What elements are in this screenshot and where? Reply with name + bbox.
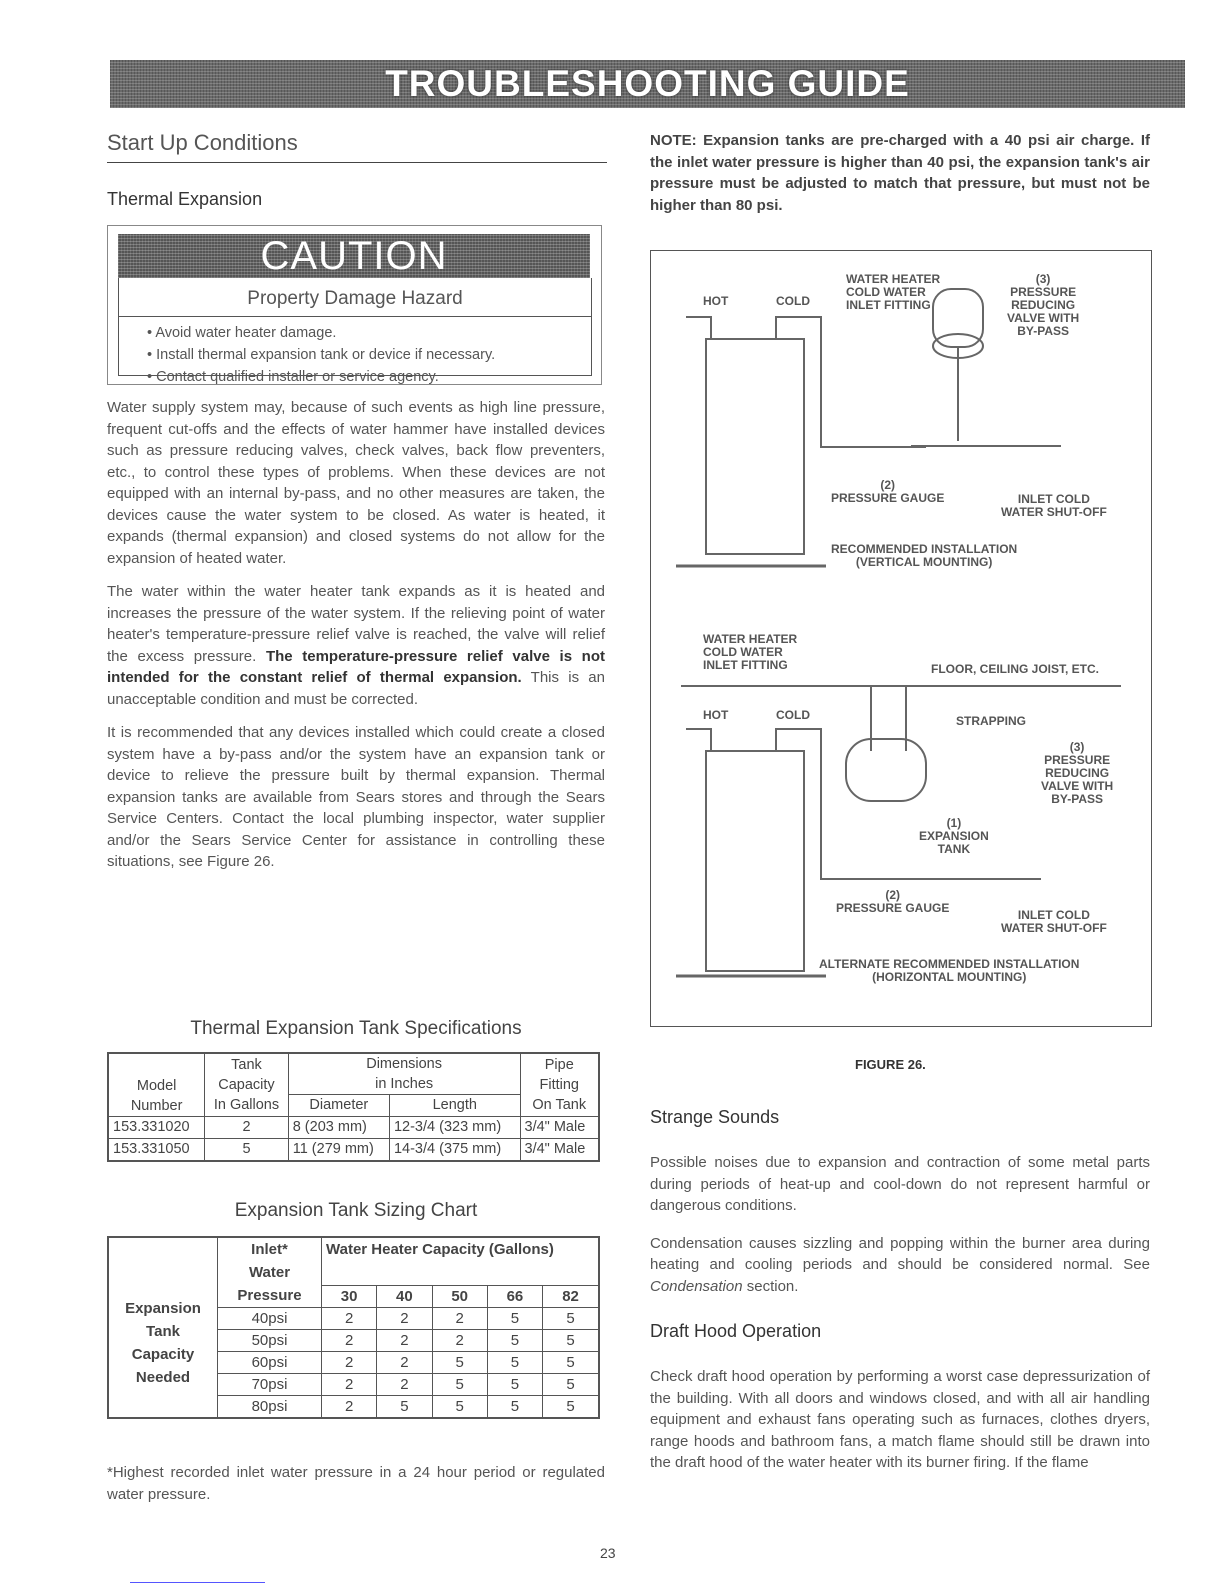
label-line: (2) <box>885 888 901 902</box>
water-heater-tank <box>706 751 804 971</box>
table-cell: 14-3/4 (375 mm) <box>389 1138 520 1161</box>
label-line: PRESSURE GAUGE <box>836 901 950 915</box>
floor-label: FLOOR, CEILING JOIST, ETC. <box>931 662 1100 676</box>
header-label: Model <box>136 1077 177 1094</box>
table-cell: 2 <box>322 1396 377 1419</box>
table-cell: 5 <box>377 1396 432 1419</box>
label-line: REDUCING <box>1045 766 1110 780</box>
header-cell: Length <box>389 1094 520 1116</box>
caution-header <box>118 234 590 278</box>
table-cell: 3/4" Male <box>520 1116 599 1138</box>
label-line: (1) <box>946 816 962 830</box>
caution-body <box>118 278 592 385</box>
paragraph: Water supply system may, because of such events as high line pressure, frequent cut-offs and the effects of water hammer have installed devices such as pressure reducing valves, check valves, back flow preventers, etc., to control these types of problems. When these devices are not equipped with an internal by-pass, and no other measures are taken, the devices cause the water system to be closed. As water is heated, it expands (thermal expansion) and closed systems do not allow for the expansion of heated water. <box>107 399 605 567</box>
table-cell: 5 <box>487 1308 542 1330</box>
header-cell: Water Heater Capacity (Gallons) <box>322 1237 600 1286</box>
label-line: WATER HEATER <box>703 632 798 646</box>
table-cell: 12-3/4 (323 mm) <box>389 1116 520 1138</box>
subsection-title: Draft Hood Operation <box>650 1321 822 1341</box>
bottom-underline <box>130 1582 265 1583</box>
header-label: On Tank <box>532 1096 587 1113</box>
table-cell: 40psi <box>218 1308 322 1330</box>
label-line: BY-PASS <box>1017 324 1069 338</box>
header-label: Dimensions <box>366 1056 442 1072</box>
caution-bullet: • Contact qualified installer or service agency. <box>147 369 591 385</box>
label-line: (HORIZONTAL MOUNTING) <box>872 970 1027 984</box>
table-cell: 2 <box>205 1116 288 1138</box>
header-label: Pipe <box>544 1056 574 1073</box>
title-banner <box>110 60 1185 108</box>
header-label: in Inches <box>375 1076 434 1092</box>
row-label: Expansion <box>125 1300 201 1317</box>
cold-label: COLD <box>776 708 810 722</box>
table-cell: 3/4" Male <box>520 1138 599 1161</box>
table-cell: 5 <box>205 1138 288 1161</box>
table-cell: 2 <box>322 1330 377 1352</box>
prv-label <box>1041 741 1113 806</box>
sizing-table-title: Expansion Tank Sizing Chart <box>234 1200 478 1221</box>
header-label: Pressure <box>237 1287 302 1304</box>
shutoff-label <box>1001 909 1107 935</box>
inlet-fitting-label <box>846 273 940 312</box>
paragraph-text: This is an unacceptable condition and must be corrected. <box>107 669 605 708</box>
table-row <box>108 1116 599 1138</box>
label-line: (3) <box>1069 740 1085 754</box>
header-label: Fitting <box>539 1076 579 1093</box>
label-line: COLD WATER <box>703 645 783 659</box>
left-column <box>107 130 607 210</box>
table-cell: 2 <box>377 1330 432 1352</box>
note-paragraph: NOTE: Expansion tanks are pre-charged with a 40 psi air charge. If the inlet water pressure is higher than 40 psi, the expansion tank's air pressure must be adjusted to match that pressure, but must not be higher than 80 psi. <box>650 132 1150 214</box>
header-cell: 50 <box>432 1286 487 1308</box>
caution-bullet: • Install thermal expansion tank or device if necessary. <box>147 347 591 363</box>
table-cell: 5 <box>432 1352 487 1374</box>
header-cell <box>218 1237 322 1308</box>
label-line: INLET FITTING <box>846 298 931 312</box>
table-cell: 5 <box>543 1352 599 1374</box>
header-cell: Diameter <box>288 1094 389 1116</box>
section-title: Start Up Conditions <box>107 130 298 155</box>
caution-bullets <box>147 325 591 385</box>
spec-table <box>107 1052 600 1162</box>
header-cell: 66 <box>487 1286 542 1308</box>
sizing-table-section <box>107 1200 605 1419</box>
header-cell <box>520 1053 599 1116</box>
table-cell: 5 <box>432 1374 487 1396</box>
label-line: (VERTICAL MOUNTING) <box>855 555 993 569</box>
cold-label: COLD <box>776 294 810 308</box>
header-label: Tank <box>231 1056 262 1073</box>
table-cell: 60psi <box>218 1352 322 1374</box>
table-cell: 5 <box>487 1330 542 1352</box>
right-body <box>650 1107 1150 1474</box>
figure-caption-top <box>831 543 1017 569</box>
table-cell: 70psi <box>218 1374 322 1396</box>
figure-26 <box>650 250 1152 1027</box>
table-cell: 5 <box>432 1396 487 1419</box>
gauge-label <box>831 479 944 505</box>
label-line: BY-PASS <box>1051 792 1103 806</box>
table-cell: 50psi <box>218 1330 322 1352</box>
hot-pipe <box>686 317 711 339</box>
prv-label <box>1007 273 1079 338</box>
paragraph-text: Condensation causes sizzling and popping within the burner area during heating and cooling periods and should be considered normal. See <box>650 1234 1150 1273</box>
table-cell: 11 (279 mm) <box>288 1138 389 1161</box>
paragraph: Check draft hood operation by performing a worst case depressurization of the building. With all doors and windows closed, and with all air handling equipment and exhaust fans operating such as furnaces, clothes dryers, range hoods and bathroom fans, a match flame should still be drawn into the draft hood of the water heater with its burner firing. If the flame <box>650 1368 1150 1471</box>
label-line: RECOMMENDED INSTALLATION <box>831 542 1018 556</box>
inlet-fitting-label <box>703 633 797 672</box>
label-line: WATER SHUT-OFF <box>1001 505 1107 519</box>
row-label: Tank <box>146 1323 180 1340</box>
table-cell: 5 <box>543 1330 599 1352</box>
header-cell: 40 <box>377 1286 432 1308</box>
table-cell: 2 <box>432 1308 487 1330</box>
table-cell: 5 <box>487 1396 542 1419</box>
label-line: INLET FITTING <box>703 658 788 672</box>
header-label: Water <box>248 1264 291 1281</box>
caution-bullet: • Avoid water heater damage. <box>147 325 591 341</box>
spec-table-section <box>107 1018 605 1162</box>
label-line: PRESSURE GAUGE <box>831 491 945 505</box>
paragraph <box>650 1233 1150 1298</box>
water-heater-tank <box>706 339 804 554</box>
label-line: ALTERNATE RECOMMENDED INSTALLATION <box>819 957 1080 971</box>
emphasis: Condensation <box>650 1277 743 1295</box>
expansion-tank-label <box>919 817 989 856</box>
page-title: TROUBLESHOOTING GUIDE <box>385 63 910 104</box>
label-line: INLET COLD <box>1017 908 1090 922</box>
footnote: *Highest recorded inlet water pressure in a 24 hour period or regulated water pressure. <box>107 1464 605 1503</box>
page-number: 23 <box>600 1545 616 1561</box>
caution-word: CAUTION <box>260 234 448 278</box>
row-label: Capacity <box>131 1346 195 1363</box>
table-row <box>108 1138 599 1161</box>
row-label: Needed <box>135 1369 191 1386</box>
hot-label: HOT <box>703 294 729 308</box>
table-cell: 8 (203 mm) <box>288 1116 389 1138</box>
cold-pipe <box>776 317 926 447</box>
subsection-title: Thermal Expansion <box>107 189 263 209</box>
table-cell: 5 <box>487 1374 542 1396</box>
spec-table-title: Thermal Expansion Tank Specifications <box>190 1018 522 1039</box>
table-cell: 2 <box>322 1374 377 1396</box>
label-line: TANK <box>937 842 971 856</box>
sizing-table <box>107 1236 600 1419</box>
header-cell <box>205 1053 288 1116</box>
header-label: Inlet* <box>251 1241 288 1258</box>
table-cell: 2 <box>377 1374 432 1396</box>
table-cell: 2 <box>322 1352 377 1374</box>
table-cell: 2 <box>377 1352 432 1374</box>
shutoff-label <box>1001 493 1107 519</box>
table-cell: 153.331020 <box>108 1116 205 1138</box>
table-cell: 5 <box>543 1308 599 1330</box>
label-line: COLD WATER <box>846 285 926 299</box>
label-line: (3) <box>1035 272 1051 286</box>
table-cell: 2 <box>432 1330 487 1352</box>
table-cell: 5 <box>543 1396 599 1419</box>
hot-label: HOT <box>703 708 729 722</box>
figure-label: FIGURE 26. <box>855 1057 926 1072</box>
header-cell <box>108 1053 205 1116</box>
table-cell: 2 <box>322 1308 377 1330</box>
subsection-title: Strange Sounds <box>650 1107 780 1127</box>
paragraph <box>107 581 605 710</box>
label-line: REDUCING <box>1011 298 1076 312</box>
label-line: PRESSURE <box>1044 753 1111 767</box>
table-cell: 153.331050 <box>108 1138 205 1161</box>
table-cell: 2 <box>377 1308 432 1330</box>
left-body <box>107 397 605 873</box>
label-line: (2) <box>880 478 896 492</box>
table-cell: 5 <box>487 1352 542 1374</box>
label-line: PRESSURE <box>1010 285 1077 299</box>
paragraph: It is recommended that any devices installed which could create a closed system have a by-pass and/or the system have an expansion tank or device to relieve the pressure built by thermal expansion. Thermal expansion tanks are available from Sears stores and through the Sears Service Centers. Contact the local plumbing inspector, water supplier and/or the Sears Service Center for assistance in controlling these situations, see Figure 26. <box>107 724 605 870</box>
figure-caption-bottom <box>819 958 1079 984</box>
hazard-title: Property Damage Hazard <box>119 278 591 317</box>
strapping-label: STRAPPING <box>956 714 1027 728</box>
label-line: WATER SHUT-OFF <box>1001 921 1107 935</box>
label-line: INLET COLD <box>1017 492 1090 506</box>
paragraph-text: The water within the water heater tank expands as it is heated and increases the pressure of the water system. If the relieving point of water heater's temperature-pressure relief valve is reached, the valve will relief the excess pressure. <box>107 583 605 665</box>
caution-box <box>107 225 602 385</box>
bold-warning: The temperature-pressure relief valve is not intended for the constant relief of thermal expansion. <box>107 647 605 686</box>
label-line: VALVE WITH <box>1007 311 1080 325</box>
section-divider <box>107 162 607 163</box>
paragraph-text: section. <box>746 1277 799 1295</box>
label-line: EXPANSION <box>919 829 989 843</box>
header-label: Capacity <box>218 1076 275 1093</box>
header-cell <box>288 1053 520 1094</box>
header-label: In Gallons <box>213 1096 280 1113</box>
gauge-label <box>836 889 949 915</box>
label-line: WATER HEATER <box>846 272 941 286</box>
table-cell: 5 <box>543 1374 599 1396</box>
header-label: Number <box>130 1097 183 1114</box>
header-cell: 30 <box>322 1286 377 1308</box>
table-cell: 80psi <box>218 1396 322 1419</box>
label-line: VALVE WITH <box>1041 779 1114 793</box>
horizontal-tank-icon <box>846 739 926 801</box>
header-cell: 82 <box>543 1286 599 1308</box>
row-label-cell <box>108 1237 218 1418</box>
paragraph: Possible noises due to expansion and contraction of some metal parts during periods of heat-up and cool-down do not represent harmful or dangerous conditions. <box>650 1154 1150 1214</box>
